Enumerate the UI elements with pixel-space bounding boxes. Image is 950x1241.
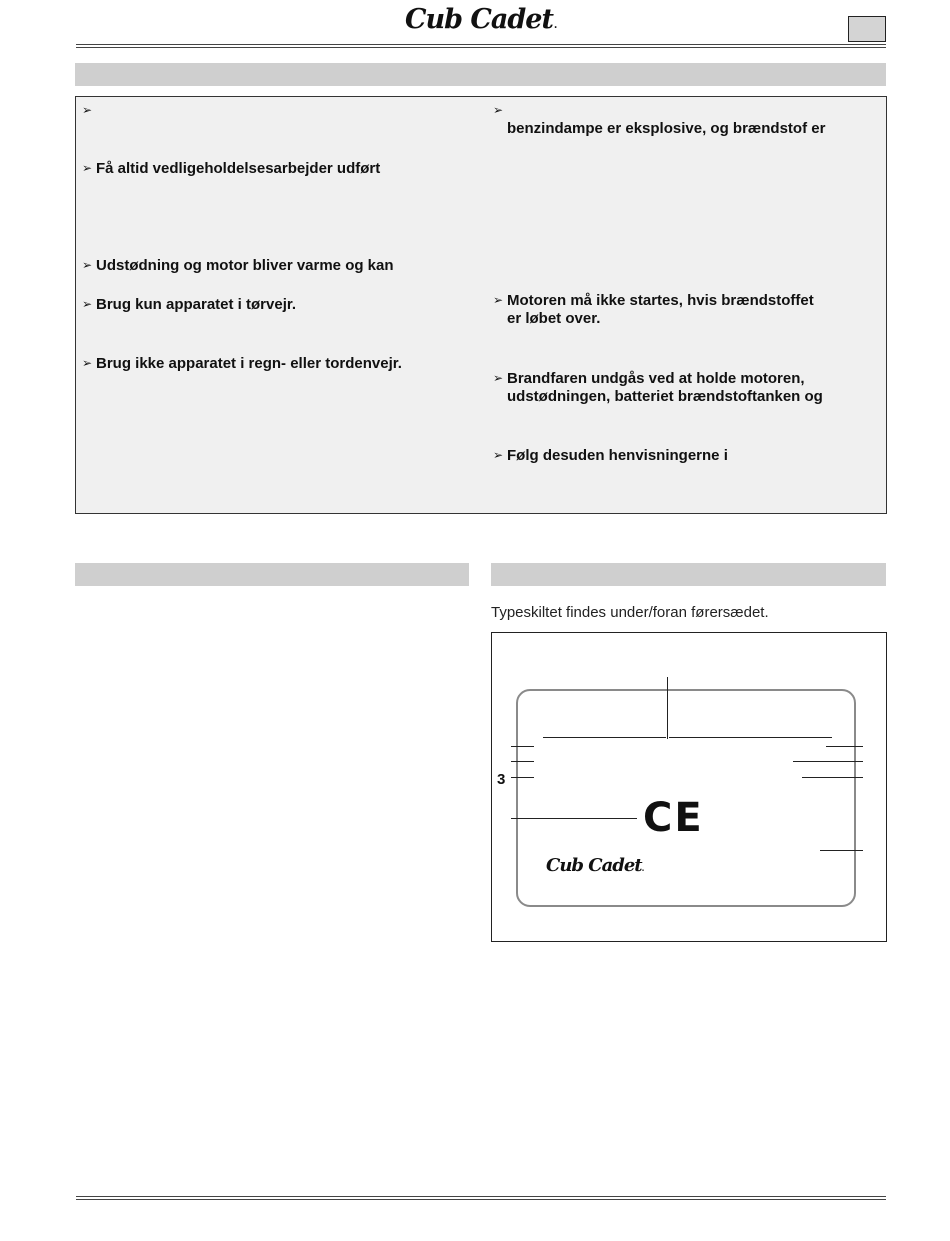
brand-logo-mark: .	[553, 20, 557, 31]
warning-right-2: Motoren må ikke startes, hvis brændstoffet	[507, 292, 814, 309]
ce-mark: CE	[643, 795, 704, 841]
callout-line-r3	[802, 777, 863, 778]
bullet-arrow-icon: ➢	[82, 258, 93, 272]
bullet-arrow-icon: ➢	[82, 356, 93, 370]
callout-line-field-left	[543, 737, 666, 738]
right-section-heading-band	[491, 563, 886, 586]
section-heading-band	[75, 63, 886, 86]
callout-line-2	[511, 761, 534, 762]
typeplate-logo-text: Cub Cadet	[546, 855, 642, 876]
callout-line-top	[667, 677, 668, 739]
bullet-arrow-icon: ➢	[82, 161, 93, 175]
footer-rule-bottom	[76, 1199, 886, 1200]
callout-line-1	[511, 746, 534, 747]
page-number-box	[848, 16, 886, 42]
warning-right-1-line2: benzindampe er eksplosive, og brændstof er	[507, 120, 826, 137]
bullet-arrow-icon: ➢	[493, 448, 504, 462]
warning-left-3: Udstødning og motor bliver varme og kan	[96, 257, 394, 274]
warning-right-2-line2: er løbet over.	[507, 310, 601, 327]
callout-line-r1	[826, 746, 863, 747]
header-rule-top	[76, 44, 886, 45]
callout-line-r4	[820, 850, 863, 851]
bullet-arrow-icon: ➢	[82, 103, 93, 117]
bullet-arrow-icon: ➢	[82, 297, 93, 311]
left-section-heading-band	[75, 563, 469, 586]
bullet-arrow-icon: ➢	[493, 293, 504, 307]
typeplate-logo-mark: .	[641, 863, 644, 873]
typeplate-caption: Typeskiltet findes under/foran førersædet.	[491, 604, 769, 621]
warning-right-3-line2: udstødningen, batteriet brændstoftanken og	[507, 388, 823, 405]
bullet-arrow-icon: ➢	[493, 103, 504, 117]
callout-line-ce	[511, 818, 637, 819]
callout-line-3	[511, 777, 534, 778]
brand-logo-text: Cub Cadet	[405, 4, 553, 35]
warning-left-4: Brug kun apparatet i tørvejr.	[96, 296, 297, 313]
warning-right-4: Følg desuden henvisningerne i	[507, 447, 728, 464]
safety-warnings-box	[75, 96, 887, 514]
callout-line-field-right	[669, 737, 832, 738]
callout-number-3: 3	[497, 771, 506, 788]
brand-logo	[405, 4, 556, 35]
bullet-arrow-icon: ➢	[493, 371, 504, 385]
warning-right-3: Brandfaren undgås ved at holde motoren,	[507, 370, 805, 387]
warning-left-5: Brug ikke apparatet i regn- eller tordenvejr.	[96, 355, 402, 372]
header-rule-bottom	[76, 47, 886, 48]
footer-rule-top	[76, 1196, 886, 1197]
callout-line-r2	[793, 761, 863, 762]
warning-left-2: Få altid vedligeholdelsesarbejder udført	[96, 160, 381, 177]
typeplate-logo	[546, 855, 643, 876]
